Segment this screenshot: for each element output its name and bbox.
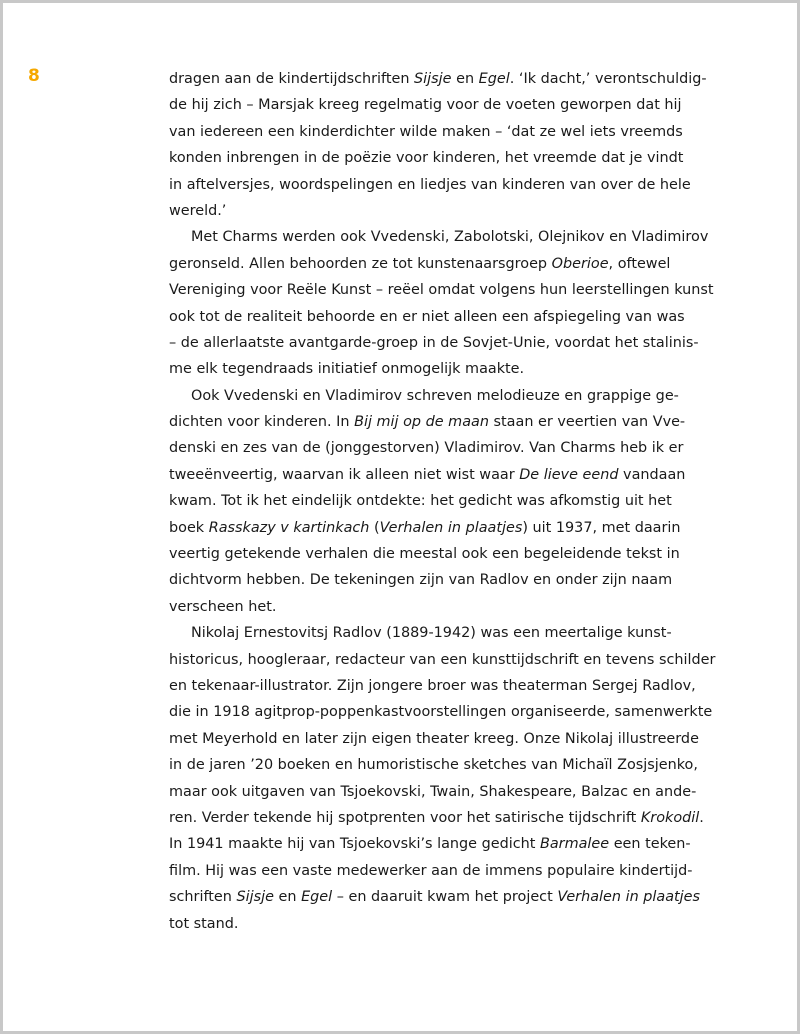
text-line: [169, 119, 729, 145]
text-segment: – de allerlaatste avantgarde-groep in de Sovjet-Unie, voordat het stalinis-: [169, 334, 699, 351]
text-line: [169, 515, 729, 541]
text-line: [169, 462, 729, 488]
text-segment: dichtvorm hebben. De tekeningen zijn van Radlov en onder zijn naam: [169, 572, 673, 589]
text-segment: Ook Vvedenski en Vladimirov schreven melodieuze en grappige ge-: [191, 387, 679, 404]
text-line: [169, 277, 729, 303]
text-segment: geronseld. Allen behoorden ze tot kunstenaarsgroep: [169, 255, 552, 272]
text-segment: .: [699, 809, 704, 826]
text-line: [169, 647, 729, 673]
text-segment: dragen aan de kindertijdschriften: [169, 71, 415, 87]
text-segment: die in 1918 agitprop-poppenkastvoorstellingen organiseerde, samenwerkte: [169, 704, 713, 721]
text-line: [169, 911, 729, 937]
text-line: [169, 145, 729, 171]
text-line: [169, 224, 729, 250]
italic-title: Sijsje: [236, 889, 274, 906]
text-line: [169, 779, 729, 805]
text-line: [169, 435, 729, 461]
text-segment: , oftewel: [608, 255, 671, 272]
text-line: [169, 356, 729, 382]
text-line: [169, 673, 729, 699]
page-number: 8: [28, 66, 40, 86]
text-line: [169, 66, 729, 92]
text-segment: boek: [169, 519, 209, 536]
italic-title: Egel: [478, 71, 510, 87]
text-line: [169, 858, 729, 884]
text-segment: verscheen het.: [169, 598, 277, 615]
text-line: [169, 198, 729, 224]
text-segment: tweeënveertig, waarvan ik alleen niet wist waar: [169, 466, 520, 483]
italic-title: Barmalee: [539, 836, 610, 853]
text-line: [169, 699, 729, 725]
italic-title: Rasskazy v kartinkach: [208, 519, 370, 536]
italic-title: Sijsje: [414, 71, 452, 87]
text-segment: een teken-: [609, 836, 691, 853]
text-line: [169, 541, 729, 567]
text-line: [169, 172, 729, 198]
text-segment: Met Charms werden ook Vvedenski, Zabolotski, Olejnikov en Vladimirov: [191, 229, 709, 246]
text-line: [169, 383, 729, 409]
text-segment: ) uit 1937, met daarin: [522, 519, 681, 536]
text-segment: In 1941 maakte hij van Tsjoekovski’s lange gedicht: [169, 836, 540, 853]
text-segment: Vereniging voor Reële Kunst – reëel omdat volgens hun leerstellingen kunst: [169, 282, 714, 299]
text-line: [169, 831, 729, 857]
italic-title: Krokodil: [640, 809, 700, 826]
text-segment: wereld.’: [169, 202, 227, 219]
text-line: [169, 884, 729, 910]
text-segment: vandaan: [618, 466, 686, 483]
italic-title: Verhalen in plaatjes: [379, 519, 523, 536]
text-segment: staan er veertien van Vve-: [488, 414, 686, 431]
text-segment: (: [369, 519, 380, 536]
text-line: [169, 726, 729, 752]
text-segment: veertig getekende verhalen die meestal ook een begeleidende tekst in: [169, 546, 680, 563]
text-segment: konden inbrengen in de poëzie voor kinderen, het vreemde dat je vindt: [169, 150, 684, 167]
text-segment: de hij zich – Marsjak kreeg regelmatig voor de voeten geworpen dat hij: [169, 97, 682, 114]
text-segment: denski en zes van de (jonggestorven) Vladimirov. Van Charms heb ik er: [169, 440, 684, 457]
text-line: [169, 330, 729, 356]
text-segment: film. Hij was een vaste medewerker aan de immens populaire kindertijd-: [169, 862, 693, 879]
text-segment: dichten voor kinderen. In: [169, 414, 355, 431]
text-line: [169, 304, 729, 330]
text-segment: in de jaren ’20 boeken en humoristische sketches van Michaïl Zosjsjenko,: [169, 757, 698, 774]
text-segment: met Meyerhold en later zijn eigen theater kreeg. Onze Nikolaj illustreerde: [169, 730, 699, 747]
text-segment: Nikolaj Ernestovitsj Radlov (1889-1942) was een meertalige kunst-: [191, 625, 672, 642]
text-segment: . ‘Ik dacht,’ verontschuldig-: [509, 71, 707, 87]
text-segment: ook tot de realiteit behoorde en er niet alleen een afspiegeling van was: [169, 308, 685, 325]
text-segment: tot stand.: [169, 915, 239, 932]
italic-title: Egel: [301, 889, 333, 906]
text-segment: in aftelversjes, woordspelingen en liedjes van kinderen van over de hele: [169, 176, 691, 193]
text-line: [169, 805, 729, 831]
text-line: [169, 594, 729, 620]
text-line: [169, 620, 729, 646]
body-text: [169, 66, 729, 937]
text-segment: van iedereen een kinderdichter wilde maken – ‘dat ze wel iets vreemds: [169, 123, 683, 140]
text-segment: – en daaruit kwam het project: [332, 889, 558, 906]
text-line: [169, 752, 729, 778]
text-segment: kwam. Tot ik het eindelijk ontdekte: het gedicht was afkomstig uit het: [169, 493, 672, 510]
text-segment: historicus, hoogleraar, redacteur van een kunsttijdschrift en tevens schilder: [169, 651, 716, 668]
text-line: [169, 488, 729, 514]
italic-title: Bij mij op de maan: [354, 414, 489, 431]
text-segment: maar ook uitgaven van Tsjoekovski, Twain, Shakespeare, Balzac en ande-: [169, 783, 697, 800]
italic-title: De lieve eend: [519, 466, 619, 483]
text-line: [169, 567, 729, 593]
text-segment: schriften: [169, 889, 237, 906]
text-segment: en: [451, 71, 479, 87]
italic-title: Oberioe: [551, 255, 609, 272]
text-line: [169, 251, 729, 277]
italic-title: Verhalen in plaatjes: [557, 889, 701, 906]
text-line: [169, 92, 729, 118]
text-line: [169, 409, 729, 435]
text-segment: en: [273, 889, 302, 906]
text-segment: ren. Verder tekende hij spotprenten voor het satirische tijdschrift: [169, 809, 641, 826]
text-segment: en tekenaar-illustrator. Zijn jongere broer was theaterman Sergej Radlov,: [169, 677, 696, 694]
text-segment: me elk tegendraads initiatief onmogelijk maakte.: [169, 361, 525, 378]
